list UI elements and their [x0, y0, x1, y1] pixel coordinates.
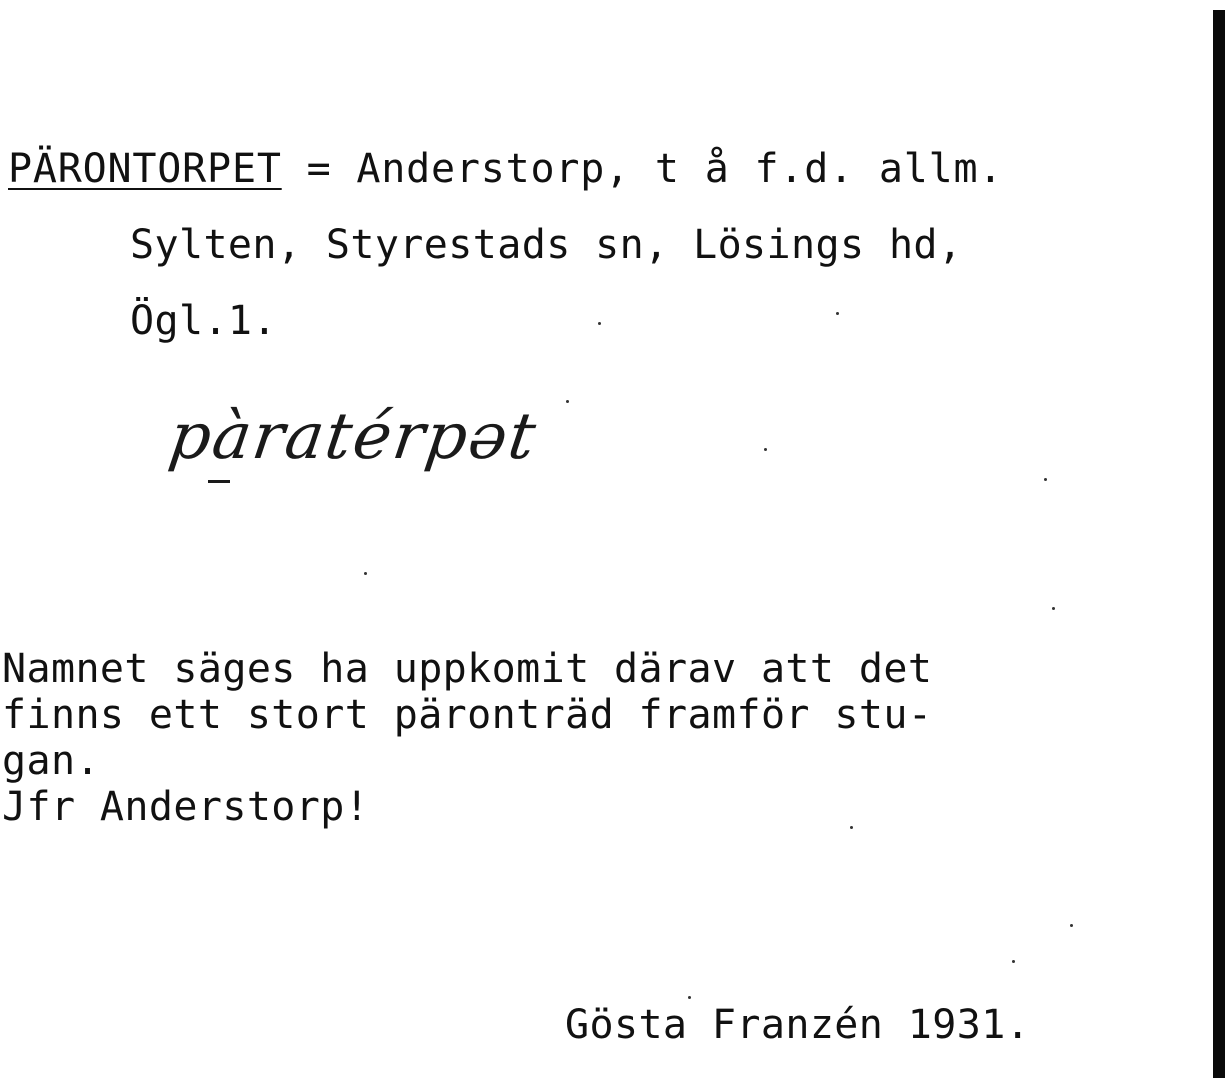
scan-speck: [1070, 924, 1073, 927]
scan-speck: [1052, 607, 1055, 610]
pronunciation-underline: [208, 480, 230, 483]
scan-speck: [364, 572, 367, 575]
scan-speck: [688, 996, 691, 999]
entry-header: [8, 146, 1003, 192]
headword: PÄRONTORPET: [8, 146, 282, 192]
header-definition: = Anderstorp, t å f.d. allm.: [281, 146, 1004, 192]
map-reference: Ögl.1.: [130, 298, 277, 344]
scan-speck: [566, 400, 569, 403]
scan-speck: [850, 826, 853, 829]
body-line: finns ett stort päronträd framför stu-: [2, 692, 933, 738]
scan-speck: [598, 322, 601, 325]
scan-speck: [1044, 478, 1047, 481]
signature: Gösta Franzén 1931.: [565, 1002, 1031, 1048]
body-line: Namnet säges ha uppkomit därav att det: [2, 646, 933, 692]
location-line: Sylten, Styrestads sn, Lösings hd,: [130, 222, 963, 268]
scan-speck: [764, 448, 767, 451]
body-line: gan.: [2, 738, 100, 784]
handwritten-pronunciation: pàratérpət: [164, 400, 542, 474]
scan-speck: [836, 312, 839, 315]
scan-speck: [1012, 960, 1015, 963]
body-text: [2, 646, 932, 830]
body-line: Jfr Anderstorp!: [2, 784, 370, 830]
card-edge-border: [1213, 10, 1225, 1078]
